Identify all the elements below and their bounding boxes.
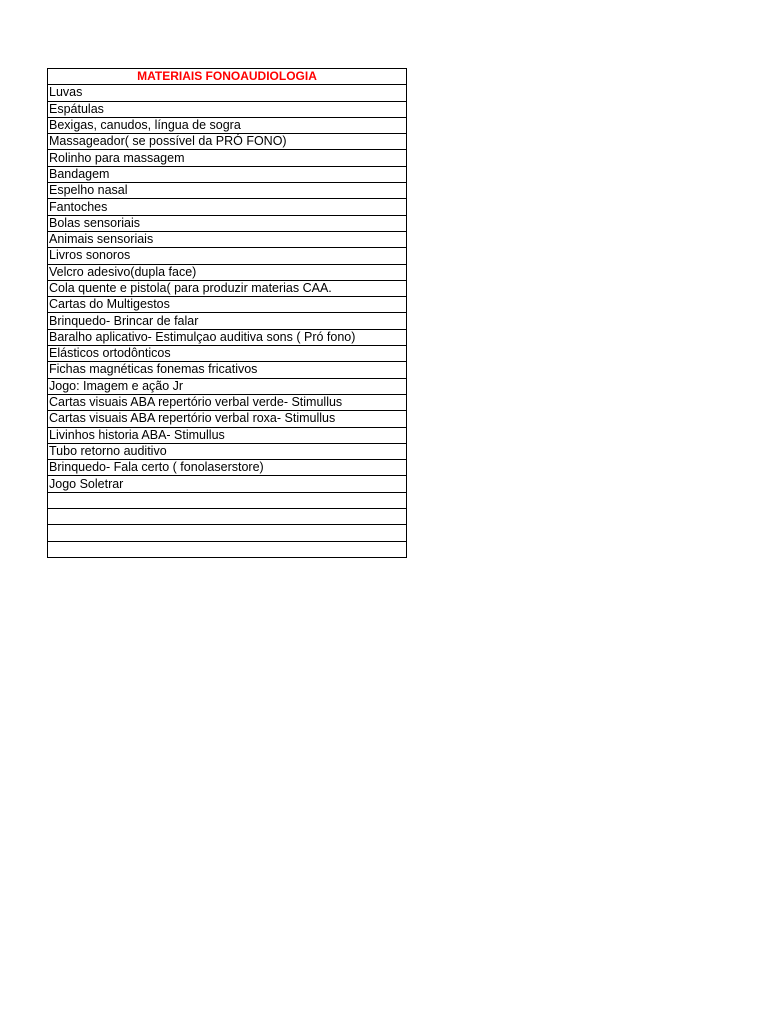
table-row (48, 150, 407, 166)
table-cell[interactable]: Massageador( se possível da PRÓ FONO) (48, 134, 407, 150)
table-cell[interactable]: Fichas magnéticas fonemas fricativos (48, 362, 407, 378)
table-cell[interactable]: Espelho nasal (48, 183, 407, 199)
table-cell[interactable]: Livinhos historia ABA- Stimullus (48, 427, 407, 443)
table-row (48, 101, 407, 117)
table-cell[interactable]: Velcro adesivo(dupla face) (48, 264, 407, 280)
table-cell[interactable]: Cola quente e pistola( para produzir materias CAA. (48, 280, 407, 296)
table-row (48, 362, 407, 378)
table-cell[interactable]: Fantoches (48, 199, 407, 215)
materials-table-body (48, 69, 407, 558)
table-row (48, 460, 407, 476)
table-cell[interactable] (48, 525, 407, 541)
table-row (48, 541, 407, 557)
materials-table (47, 68, 407, 558)
table-cell[interactable]: Brinquedo- Fala certo ( fonolaserstore) (48, 460, 407, 476)
table-row (48, 476, 407, 492)
table-row (48, 394, 407, 410)
table-cell[interactable]: Bexigas, canudos, língua de sogra (48, 117, 407, 133)
table-cell[interactable]: Bandagem (48, 166, 407, 182)
table-row (48, 427, 407, 443)
table-cell[interactable]: Bolas sensoriais (48, 215, 407, 231)
table-row (48, 248, 407, 264)
table-cell[interactable]: Jogo: Imagem e ação Jr (48, 378, 407, 394)
table-cell[interactable]: Cartas visuais ABA repertório verbal roxa- Stimullus (48, 411, 407, 427)
table-row (48, 346, 407, 362)
table-cell[interactable] (48, 541, 407, 557)
table-title-cell[interactable]: MATERIAIS FONOAUDIOLOGIA (48, 69, 407, 85)
table-cell[interactable]: Livros sonoros (48, 248, 407, 264)
table-row (48, 134, 407, 150)
table-cell[interactable]: Rolinho para massagem (48, 150, 407, 166)
table-row (48, 117, 407, 133)
table-row (48, 492, 407, 508)
table-row (48, 231, 407, 247)
table-cell[interactable]: Cartas do Multigestos (48, 297, 407, 313)
table-row (48, 525, 407, 541)
table-row (48, 183, 407, 199)
table-cell[interactable]: Elásticos ortodônticos (48, 346, 407, 362)
table-row (48, 297, 407, 313)
table-cell[interactable]: Baralho aplicativo- Estimulçao auditiva sons ( Pró fono) (48, 329, 407, 345)
table-cell[interactable]: Animais sensoriais (48, 231, 407, 247)
table-row (48, 280, 407, 296)
table-row (48, 329, 407, 345)
table-cell[interactable] (48, 492, 407, 508)
table-row (48, 313, 407, 329)
table-cell[interactable]: Jogo Soletrar (48, 476, 407, 492)
table-row (48, 264, 407, 280)
table-cell[interactable]: Espátulas (48, 101, 407, 117)
table-cell[interactable] (48, 509, 407, 525)
table-row (48, 411, 407, 427)
table-row (48, 85, 407, 101)
table-row (48, 378, 407, 394)
table-row (48, 215, 407, 231)
table-row (48, 509, 407, 525)
table-header-row (48, 69, 407, 85)
table-row (48, 443, 407, 459)
table-cell[interactable]: Cartas visuais ABA repertório verbal verde- Stimullus (48, 394, 407, 410)
table-cell[interactable]: Brinquedo- Brincar de falar (48, 313, 407, 329)
table-cell[interactable]: Luvas (48, 85, 407, 101)
table-row (48, 166, 407, 182)
table-row (48, 199, 407, 215)
table-cell[interactable]: Tubo retorno auditivo (48, 443, 407, 459)
